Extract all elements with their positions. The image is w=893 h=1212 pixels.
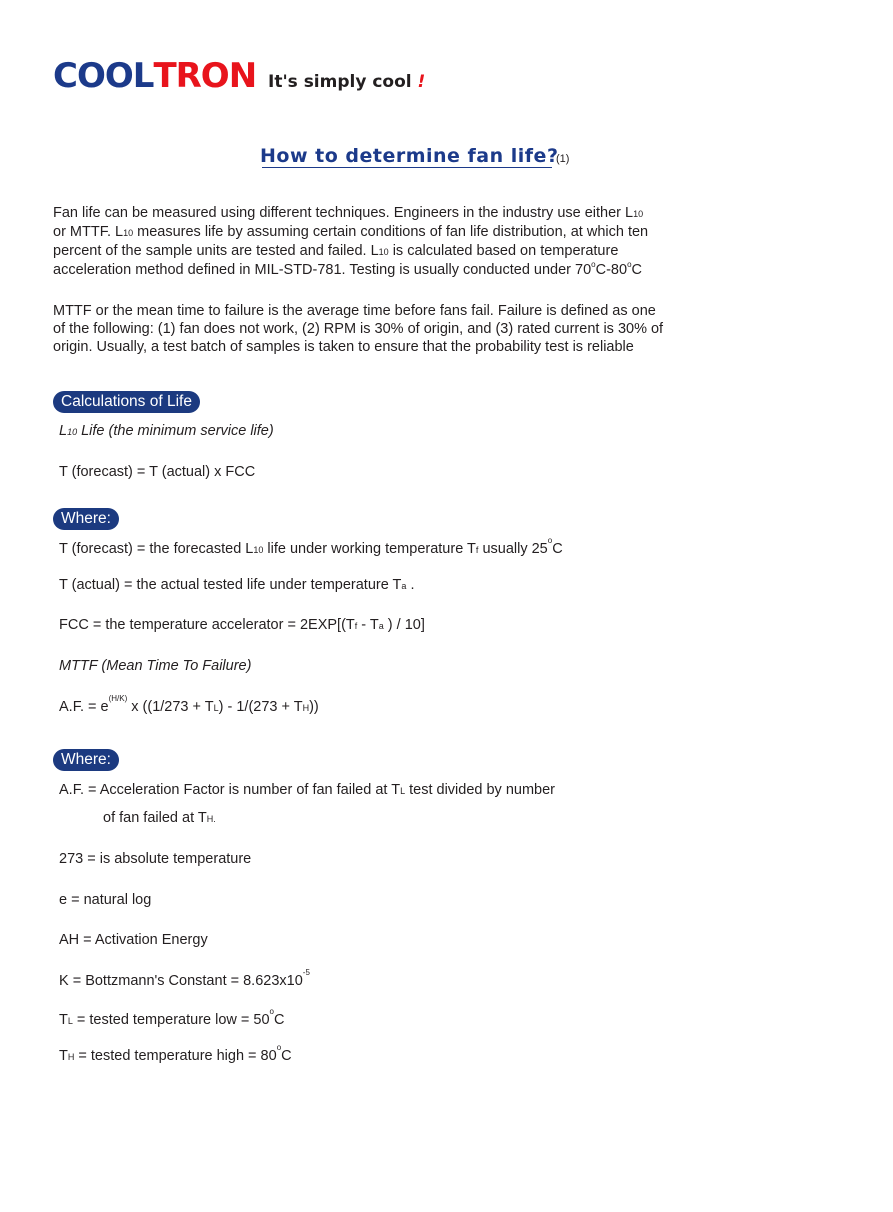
title-footnote: (1) — [556, 153, 570, 165]
def-forecast: T (forecast) = the forecasted L10 life under working temperature Tf usually 25$^o$C — [59, 536, 563, 557]
p1-line-1: Fan life can be measured using different techniques. Engineers in the industry use either L10 — [53, 205, 644, 221]
def-af-line-1: A.F. = Acceleration Factor is number of fan failed at TL test divided by number — [59, 782, 555, 798]
p1-line-2: or MTTF. L10 measures life by assuming certain conditions of fan life distribution, at which ten — [53, 224, 649, 240]
logo-tron: TRON — [153, 56, 257, 96]
intro-paragraph-2 — [53, 302, 733, 356]
p2-line-1: MTTF or the mean time to failure is the average time before fans fail. Failure is defined as one — [53, 303, 656, 319]
page-title: How to determine fan life? — [260, 145, 559, 167]
l10-life-heading: L10 Life (the minimum service life) — [59, 423, 274, 439]
calculations-heading: Calculations of Life — [53, 391, 200, 413]
title-underline — [262, 167, 552, 168]
logo-cool: COOL — [53, 56, 154, 96]
intro-paragraph-1 — [53, 204, 733, 279]
cooltron-logo — [53, 58, 256, 94]
def-af-line-2: of fan failed at TH. — [103, 810, 216, 826]
p2-line-3: origin. Usually, a test batch of samples is taken to ensure that the probability test is reliable — [53, 339, 634, 355]
p1-line-4: acceleration method defined in MIL-STD-781. Testing is usually conducted under 70$^o$C-80$^o$C — [53, 260, 642, 278]
mttf-heading: MTTF (Mean Time To Failure) — [59, 658, 252, 674]
def-actual: T (actual) = the actual tested life under temperature Ta . — [59, 577, 415, 593]
where-heading-1: Where: — [53, 508, 119, 530]
def-fcc: FCC = the temperature accelerator = 2EXP[(Tf - Ta ) / 10] — [59, 617, 425, 633]
p1-line-3: percent of the sample units are tested and failed. L10 is calculated based on temperature — [53, 243, 619, 259]
tagline — [268, 72, 425, 92]
forecast-formula: T (forecast) = T (actual) x FCC — [59, 464, 256, 480]
tagline-text: It's simply cool — [268, 72, 412, 92]
where-heading-2: Where: — [53, 749, 119, 771]
p2-line-2: of the following: (1) fan does not work, (2) RPM is 30% of origin, and (3) rated current is 30% of — [53, 321, 664, 337]
def-activation-energy: AH = Activation Energy — [59, 932, 208, 948]
def-temp-low: TL = tested temperature low = $50^oC$ — [59, 1007, 285, 1028]
tagline-mark: ! — [417, 72, 426, 92]
def-boltzmann: K = Bottzmann's Constant = $8.623x10^{-5}$ — [59, 968, 310, 989]
def-absolute-temp: 273 = is absolute temperature — [59, 851, 252, 867]
def-natural-log: e = natural log — [59, 892, 152, 908]
def-temp-high: TH = tested temperature high = $80^oC$ — [59, 1043, 292, 1064]
af-formula: A.F. = $e^{(H/K)}$ x ((1/273 + TL) - 1/(273 + TH)) — [59, 694, 319, 715]
